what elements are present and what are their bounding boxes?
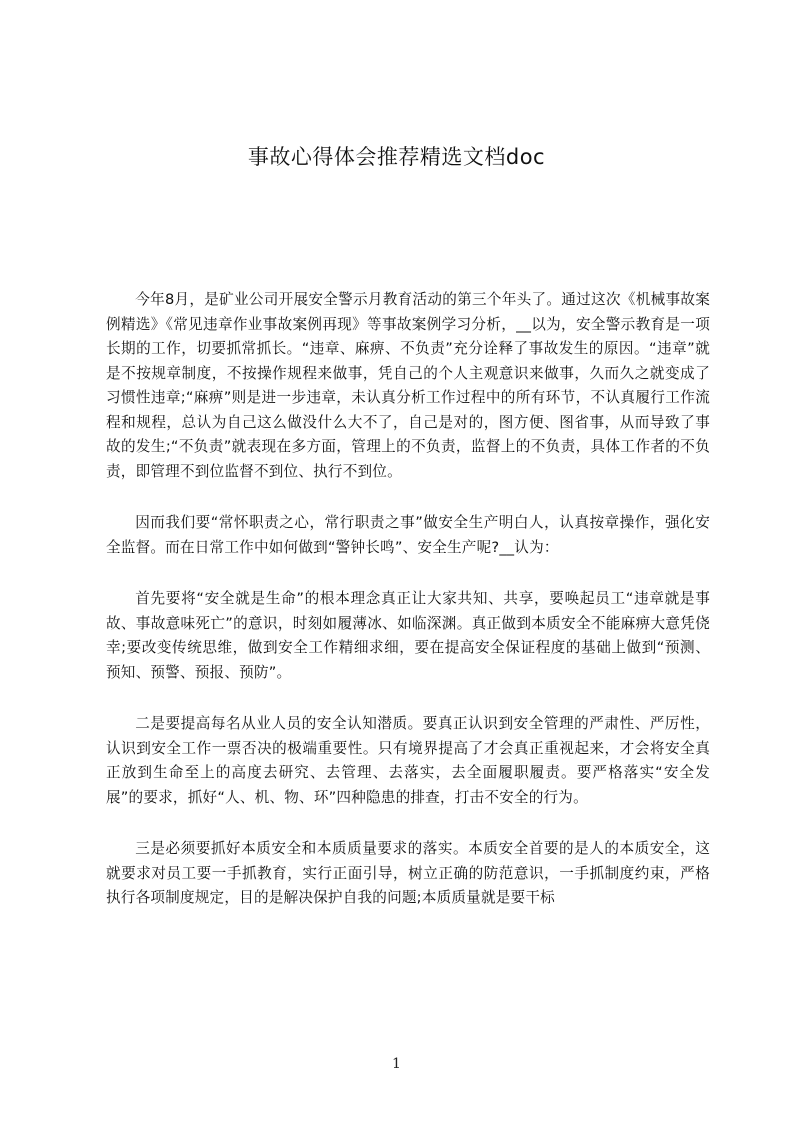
paragraph-1: 今年8月，是矿业公司开展安全警示月教育活动的第三个年头了。通过这次《机械事故案例精选》《常见违章作业事故案例再现》等事故案例学习分析，__以为，安全警示教育是一项长期的工作，切要抓常抓长。“违章、麻痹、不负责”充分诠释了事故发生的原因。“违章”就是不按规章制度，不按操作规程来做事，凭自己的个人主观意识来做事，久而久之就变成了习惯性违章;“麻痹”则是进一步违章，未认真分析工作过程中的所有环节，不认真履行工作流程和规程，总认为自己这么做没什么大不了，自己是对的，图方便、图省事，从而导致了事故的发生;“不负责”就表现在多方面，管理上的不负责，监督上的不负责，具体工作者的不负责，即管理不到位监督不到位、执行不到位。	[106, 291, 710, 480]
document-title: 事故心得体会推荐精选文档doc	[247, 145, 546, 169]
document-body	[106, 288, 710, 938]
paragraph-3: 首先要将“安全就是生命”的根本理念真正让大家共知、共享，要唤起员工“违章就是事故、事故意味死亡”的意识，时刻如履薄冰、如临深渊。真正做到本质安全不能麻痹大意凭侥幸;要改变传统思维，做到安全工作精细求细，要在提高安全保证程度的基础上做到“预测、预知、预警、预报、预防”。	[106, 590, 710, 681]
paragraph-2: 因而我们要“常怀职责之心，常行职责之事”做安全生产明白人，认真按章操作，强化安全监督。而在日常工作中如何做到“警钟长鸣”、安全生产呢?__认为：	[106, 514, 710, 556]
paragraph-4: 二是要提高每名从业人员的安全认知潜质。要真正认识到安全管理的严肃性、严厉性，认识到安全工作一票否决的极端重要性。只有境界提高了才会真正重视起来，才会将安全真正放到生命至上的高度去研究、去管理、去落实，去全面履职履责。要严格落实“安全发展”的要求，抓好“人、机、物、环”四种隐患的排查，打击不安全的行为。	[106, 715, 710, 806]
page-number: 1	[392, 1056, 401, 1072]
paragraph-5: 三是必须要抓好本质安全和本质质量要求的落实。本质安全首要的是人的本质安全，这就要求对员工要一手抓教育，实行正面引导，树立正确的防范意识，一手抓制度约束，严格执行各项制度规定，目的是解决保护自我的问题;本质质量就是要干标	[106, 840, 710, 906]
